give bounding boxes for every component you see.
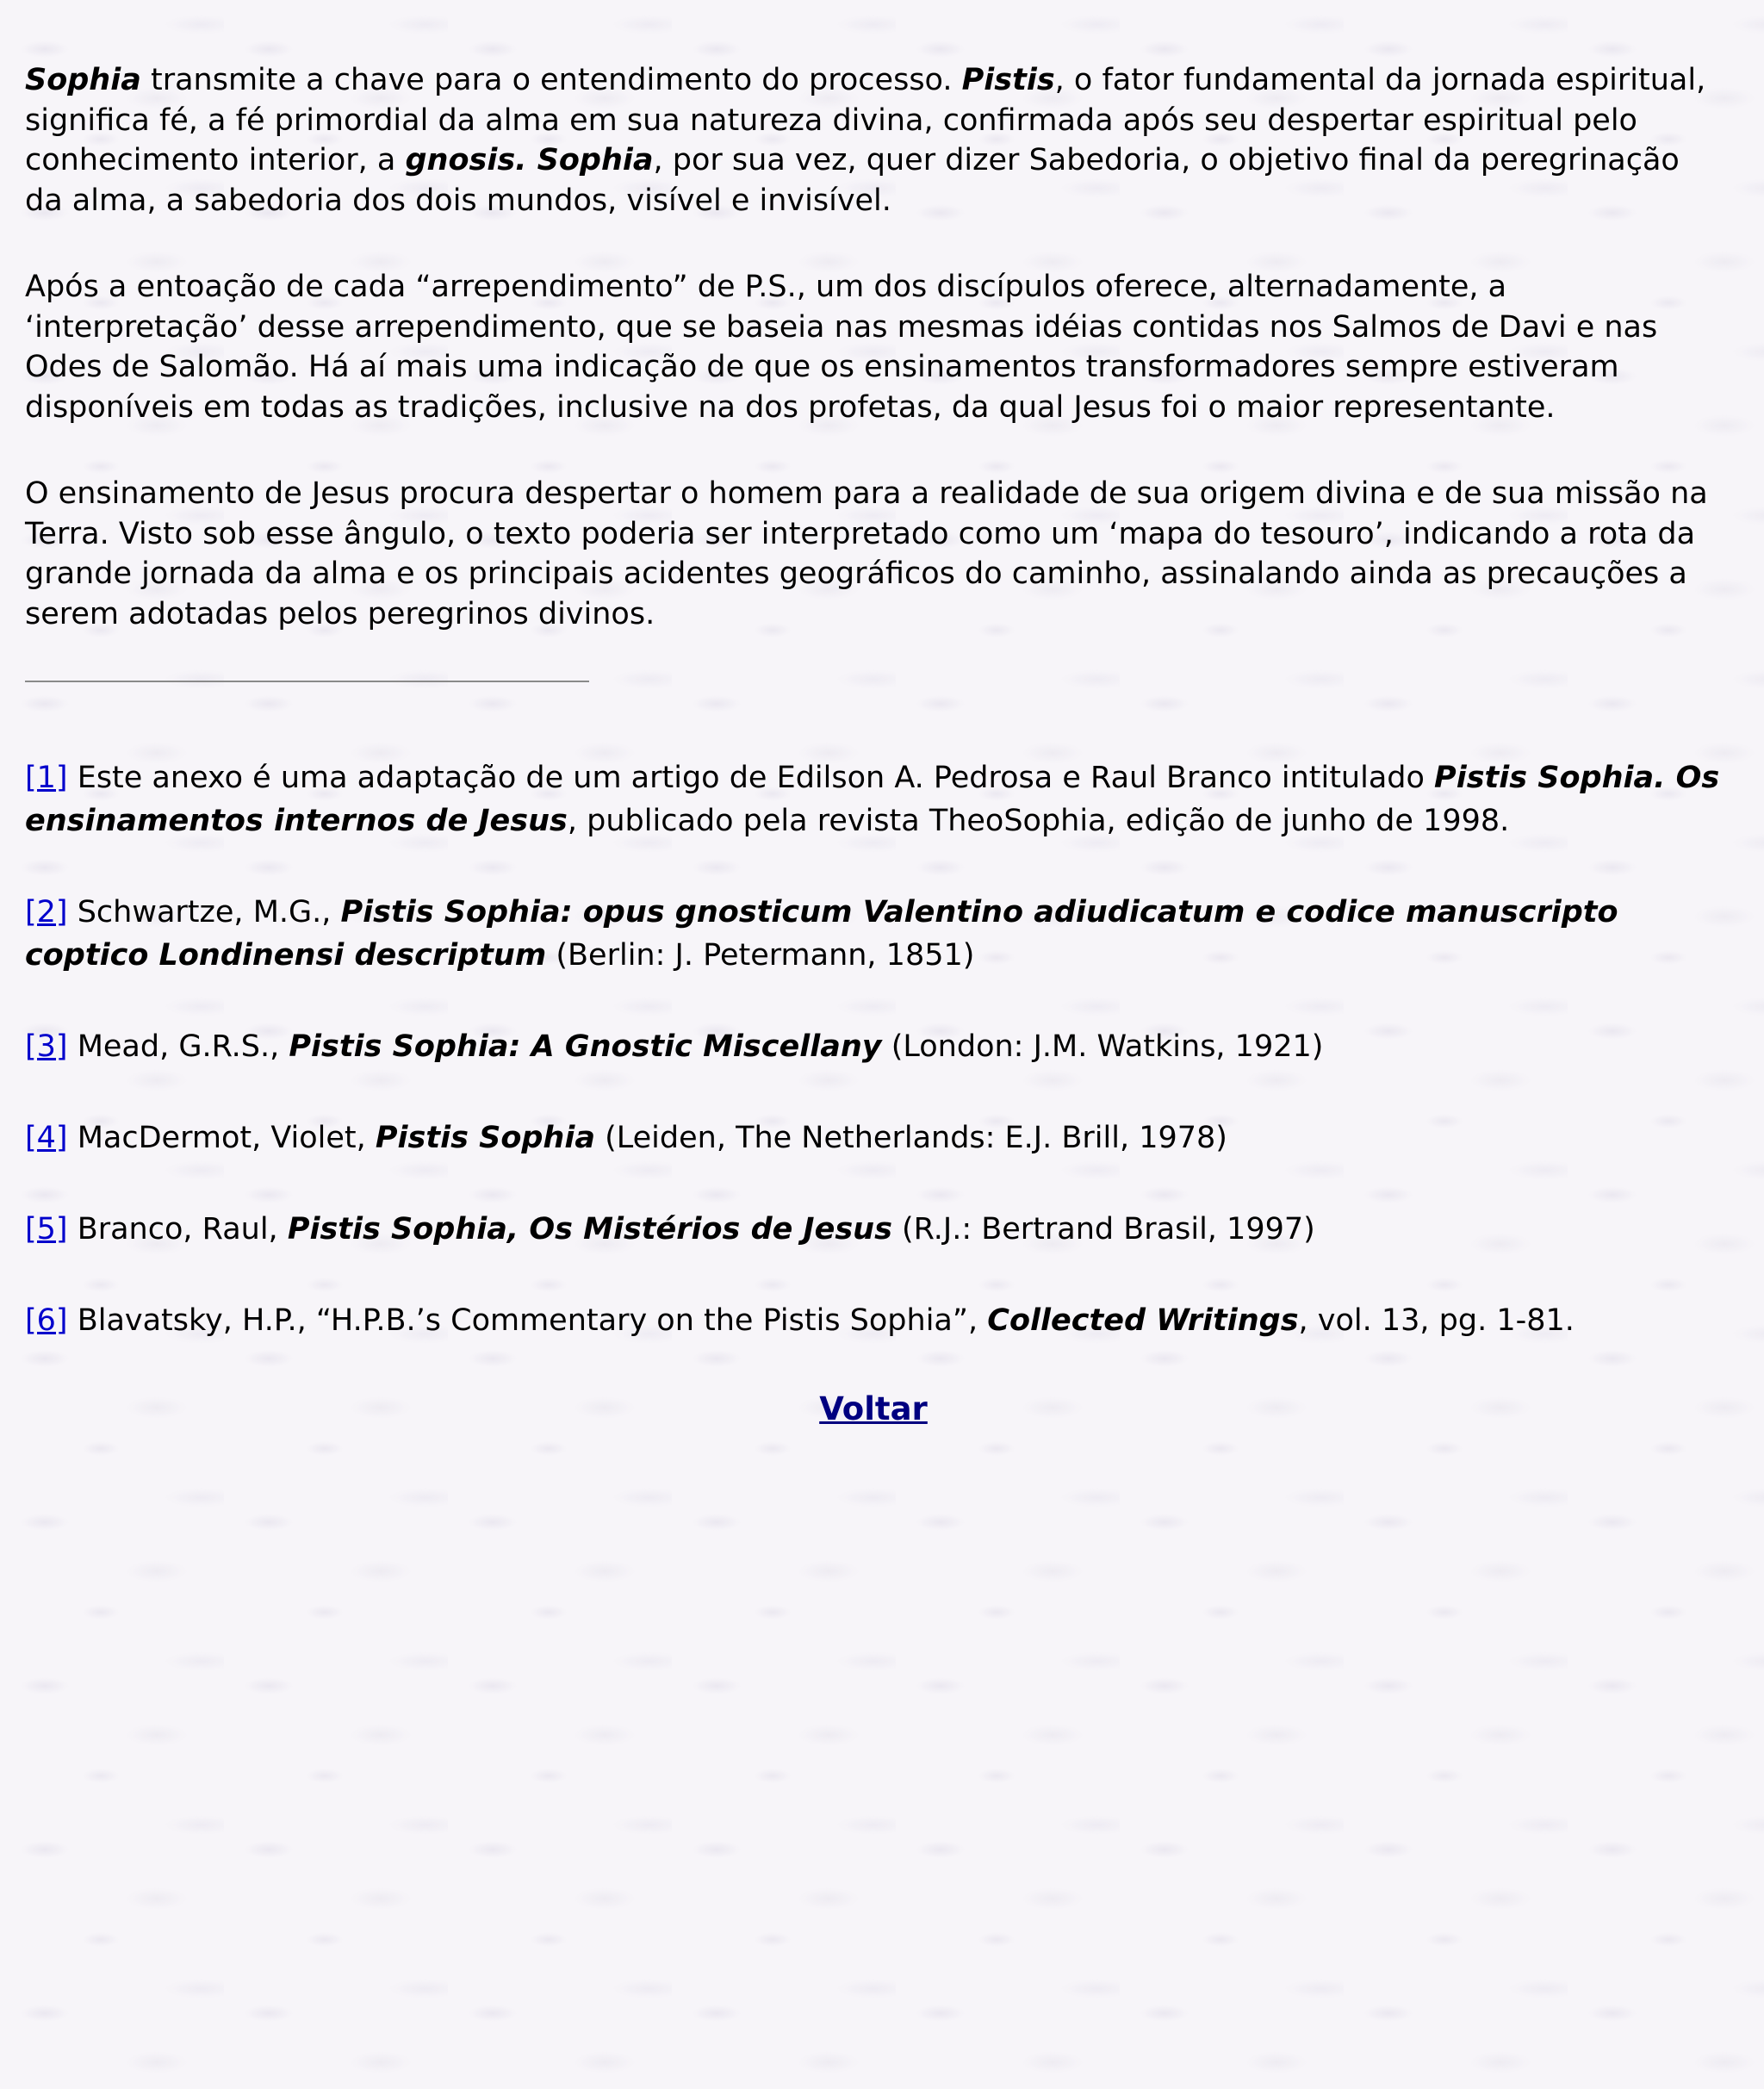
back-link[interactable]: Voltar xyxy=(819,1390,928,1427)
footnote-3 xyxy=(25,1025,1722,1068)
footnote-2-title: Pistis Sophia: opus gnosticum Valentino adiudicatum e codice manuscripto coptico Londinensi descriptum xyxy=(25,895,1618,973)
footnote-6-title: Collected Writings xyxy=(987,1303,1299,1338)
footnote-4-pre: MacDermot, Violet, xyxy=(67,1121,376,1155)
footnote-6-pre: Blavatsky, H.P., “H.P.B.’s Commentary on the Pistis Sophia”, xyxy=(67,1303,988,1338)
footnote-divider xyxy=(25,681,589,682)
footnote-6-post: , vol. 13, pg. 1-81. xyxy=(1298,1303,1575,1338)
footnote-5-ref-link[interactable]: [5] xyxy=(25,1212,68,1247)
paragraph-1-text-a: transmite a chave para o entendimento do processo. xyxy=(140,63,962,97)
footnote-1-pre: Este anexo é uma adaptação de um artigo de Edilson A. Pedrosa e Raul Branco intitulado xyxy=(67,761,1435,795)
paragraph-1-text-b: , o fator fundamental da jornada espiritual, significa fé, a fé primordial da alma em sua natureza divina, confirmada após seu despertar espiritual pelo conhecimento interior, a xyxy=(25,63,1706,177)
footnote-3-title: Pistis Sophia: A Gnostic Miscellany xyxy=(289,1029,882,1064)
footnote-1-ref-link[interactable]: [1] xyxy=(25,761,68,795)
footnote-1 xyxy=(25,756,1722,842)
footnote-3-post: (London: J.M. Watkins, 1921) xyxy=(881,1029,1324,1064)
footnote-2 xyxy=(25,891,1722,977)
paragraph-3: O ensinamento de Jesus procura despertar o homem para a realidade de sua origem divina e de sua missão na Terra. Visto sob esse ângulo, o texto poderia ser interpretado como um ‘mapa do tesouro’, indicando a rota da grande jornada da alma e os principais acidentes geográficos do caminho, assinalando ainda as precauções a serem adotadas pelos peregrinos divinos. xyxy=(25,476,1708,631)
footnote-4-ref-link[interactable]: [4] xyxy=(25,1121,68,1155)
footnote-1-post: , publicado pela revista TheoSophia, edição de junho de 1998. xyxy=(567,804,1510,838)
footnotes-list xyxy=(25,756,1722,1342)
footnote-2-post: (Berlin: J. Petermann, 1851) xyxy=(546,938,975,973)
footnote-4-title: Pistis Sophia xyxy=(375,1121,595,1155)
footnote-6-ref-link[interactable]: [6] xyxy=(25,1303,68,1338)
footnote-4 xyxy=(25,1116,1722,1160)
paragraph-2: Após a entoação de cada “arrependimento” de P.S., um dos discípulos oferece, alternadamente, a ‘interpretação’ desse arrependimento, que se baseia nas mesmas idéias contidas nos Salmos de Davi e nas Odes de Salomão. Há aí mais uma indicação de que os ensinamentos transformadores sempre estiveram disponíveis em todas as tradições, inclusive na dos profetas, da qual Jesus foi o maior representante. xyxy=(25,270,1658,425)
article-content xyxy=(25,60,1722,1427)
paragraph-1 xyxy=(25,60,1722,221)
term-sophia: Sophia xyxy=(25,63,141,97)
footnote-1-title: Pistis Sophia. Os ensinamentos internos de Jesus xyxy=(25,761,1720,838)
back-link-wrap xyxy=(25,1390,1722,1427)
footnote-5-pre: Branco, Raul, xyxy=(67,1212,288,1247)
footnote-2-ref-link[interactable]: [2] xyxy=(25,895,68,929)
footnote-6 xyxy=(25,1299,1722,1342)
term-gnosis-sophia: gnosis. Sophia xyxy=(405,143,654,177)
term-pistis: Pistis xyxy=(961,63,1055,97)
footnote-divider-wrap xyxy=(25,681,1722,682)
footnote-3-ref-link[interactable]: [3] xyxy=(25,1029,68,1064)
footnote-2-pre: Schwartze, M.G., xyxy=(67,895,341,929)
footnote-5-title: Pistis Sophia, Os Mistérios de Jesus xyxy=(287,1212,892,1247)
footnote-3-pre: Mead, G.R.S., xyxy=(67,1029,289,1064)
paragraph-1-text-c: , por sua vez, quer dizer Sabedoria, o objetivo final da peregrinação da alma, a sabedoria dos dois mundos, visível e invisível. xyxy=(25,143,1680,218)
footnote-5 xyxy=(25,1208,1722,1251)
footnote-5-post: (R.J.: Bertrand Brasil, 1997) xyxy=(891,1212,1315,1247)
footnote-4-post: (Leiden, The Netherlands: E.J. Brill, 1978) xyxy=(594,1121,1227,1155)
